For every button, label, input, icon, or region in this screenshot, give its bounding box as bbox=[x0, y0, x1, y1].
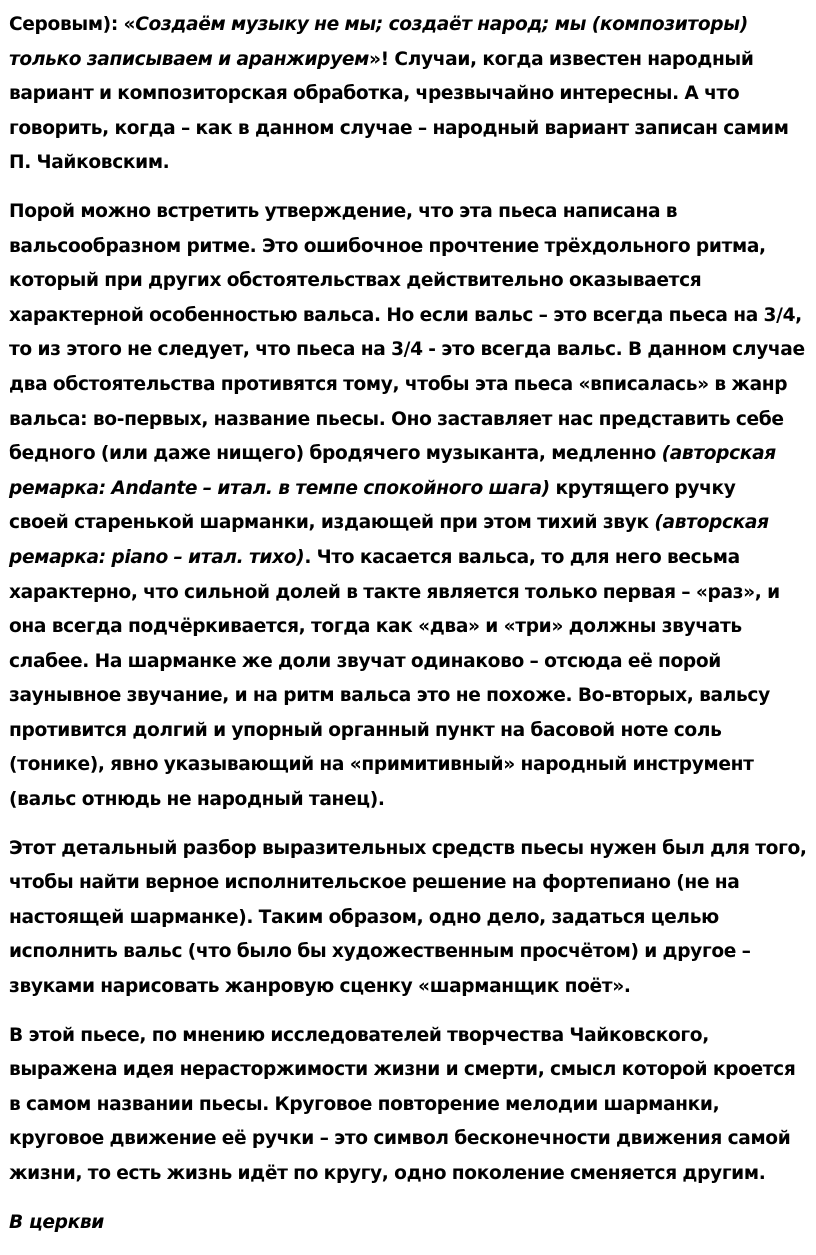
italic-text-run: (авторская bbox=[654, 512, 769, 534]
text-run: противится долгий и упорный органный пункт на басовой ноте соль bbox=[9, 719, 722, 741]
text-line bbox=[9, 506, 808, 541]
text-run: Этот детальный разбор выразительных средств пьесы нужен был для того, bbox=[9, 837, 807, 859]
text-line bbox=[9, 146, 808, 181]
text-run: который при других обстоятельствах действительно оказывается bbox=[9, 270, 702, 292]
text-line bbox=[9, 43, 808, 78]
italic-text-run: ремарка: Andante – итал. в темпе спокойного шага) bbox=[9, 477, 550, 499]
text-line bbox=[9, 541, 808, 576]
text-run: то из этого не следует, что пьеса на 3/4 - это всегда вальс. В данном случае bbox=[9, 339, 805, 361]
text-line bbox=[9, 970, 808, 1005]
text-line bbox=[9, 112, 808, 147]
text-run: исполнить вальс (что было бы художественным просчётом) и другое – bbox=[9, 941, 751, 963]
text-line bbox=[9, 472, 808, 507]
text-run: слабее. На шарманке же доли звучат одинаково – отсюда её порой bbox=[9, 650, 721, 672]
text-run: Серовым): « bbox=[9, 14, 136, 35]
text-run: вальса: во-первых, название пьесы. Оно заставляет нас представить себе bbox=[9, 408, 784, 430]
text-run: она всегда подчёркивается, тогда как «два» и «три» должны звучать bbox=[9, 616, 742, 638]
paragraph bbox=[9, 1019, 808, 1192]
text-run: два обстоятельства противятся тому, чтобы эта пьеса «вписалась» в жанр bbox=[9, 373, 788, 395]
text-run: жизни, то есть жизнь идёт по кругу, одно поколение сменяется другим. bbox=[9, 1163, 766, 1184]
text-line bbox=[9, 1122, 808, 1157]
text-run: бедного (или даже нищего) бродячего музыканта, медленно bbox=[9, 443, 662, 465]
text-run: П. Чайковским. bbox=[9, 152, 170, 174]
text-run: чтобы найти верное исполнительское решение на фортепиано (не на bbox=[9, 872, 740, 894]
text-run: заунывное звучание, и на ритм вальса это не похоже. Во-вторых, вальсу bbox=[9, 685, 770, 707]
text-run: выражена идея нерасторжимости жизни и смерти, смысл которой кроется bbox=[9, 1059, 796, 1081]
text-line bbox=[9, 195, 808, 230]
text-line bbox=[9, 645, 808, 680]
paragraph bbox=[9, 8, 808, 181]
text-run: »! Случаи, когда известен народный bbox=[368, 48, 754, 70]
text-run: вальсообразном ритме. Это ошибочное прочтение трёхдольного ритма, bbox=[9, 235, 766, 257]
document-body bbox=[9, 8, 808, 1192]
text-line bbox=[9, 299, 808, 334]
text-run: крутящего ручку bbox=[549, 477, 736, 499]
text-run: (вальс отнюдь не народный танец). bbox=[9, 789, 385, 811]
italic-text-run: только записываем и аранжируем bbox=[9, 48, 369, 70]
text-line bbox=[9, 935, 808, 970]
text-run: характерной особенностью вальса. Но если вальс – это всегда пьеса на 3/4, bbox=[9, 304, 802, 326]
text-line bbox=[9, 1088, 808, 1123]
text-line bbox=[9, 1019, 808, 1054]
text-run: характерно, что сильной долей в такте является только первая – «раз», и bbox=[9, 581, 780, 603]
text-line bbox=[9, 576, 808, 611]
text-run: говорить, когда – как в данном случае – народный вариант записан самим bbox=[9, 117, 789, 139]
text-line bbox=[9, 748, 808, 783]
text-line bbox=[9, 264, 808, 299]
text-run: вариант и композиторская обработка, чрезвычайно интересны. А что bbox=[9, 83, 740, 105]
text-line bbox=[9, 866, 808, 901]
text-line bbox=[9, 437, 808, 472]
text-run: Порой можно встретить утверждение, что эта пьеса написана в bbox=[9, 200, 678, 222]
paragraph bbox=[9, 832, 808, 1005]
text-line bbox=[9, 1157, 808, 1192]
text-line bbox=[9, 8, 808, 43]
text-run: звуками нарисовать жанровую сценку «шарманщик поёт». bbox=[9, 976, 631, 998]
text-run: В этой пьесе, по мнению исследователей творчества Чайковского, bbox=[9, 1024, 709, 1046]
italic-text-run: ремарка: piano – итал. тихо) bbox=[9, 546, 305, 568]
text-line bbox=[9, 403, 808, 438]
italic-text-run: (авторская bbox=[661, 443, 776, 465]
text-line bbox=[9, 783, 808, 818]
text-run: своей старенькой шарманки, издающей при этом тихий звук bbox=[9, 512, 655, 534]
text-line bbox=[9, 832, 808, 867]
text-line bbox=[9, 901, 808, 936]
text-line bbox=[9, 333, 808, 368]
text-line bbox=[9, 77, 808, 112]
text-line bbox=[9, 714, 808, 749]
text-run: в самом названии пьесы. Круговое повторение мелодии шарманки, bbox=[9, 1093, 720, 1115]
italic-text-run: Создаём музыку не мы; создаёт народ; мы (композиторы) bbox=[135, 14, 748, 35]
text-line bbox=[9, 610, 808, 645]
text-run: настоящей шарманке). Таким образом, одно дело, задаться целью bbox=[9, 906, 719, 928]
section-heading: В церкви bbox=[9, 1211, 104, 1233]
text-run: . Что касается вальса, то для него весьма bbox=[304, 546, 740, 568]
text-line bbox=[9, 1053, 808, 1088]
text-line bbox=[9, 679, 808, 714]
text-run: (тонике), явно указывающий на «примитивный» народный инструмент bbox=[9, 754, 754, 776]
text-line bbox=[9, 230, 808, 265]
paragraph bbox=[9, 195, 808, 818]
text-line bbox=[9, 368, 808, 403]
text-run: круговое движение её ручки – это символ бесконечности движения самой bbox=[9, 1128, 791, 1150]
